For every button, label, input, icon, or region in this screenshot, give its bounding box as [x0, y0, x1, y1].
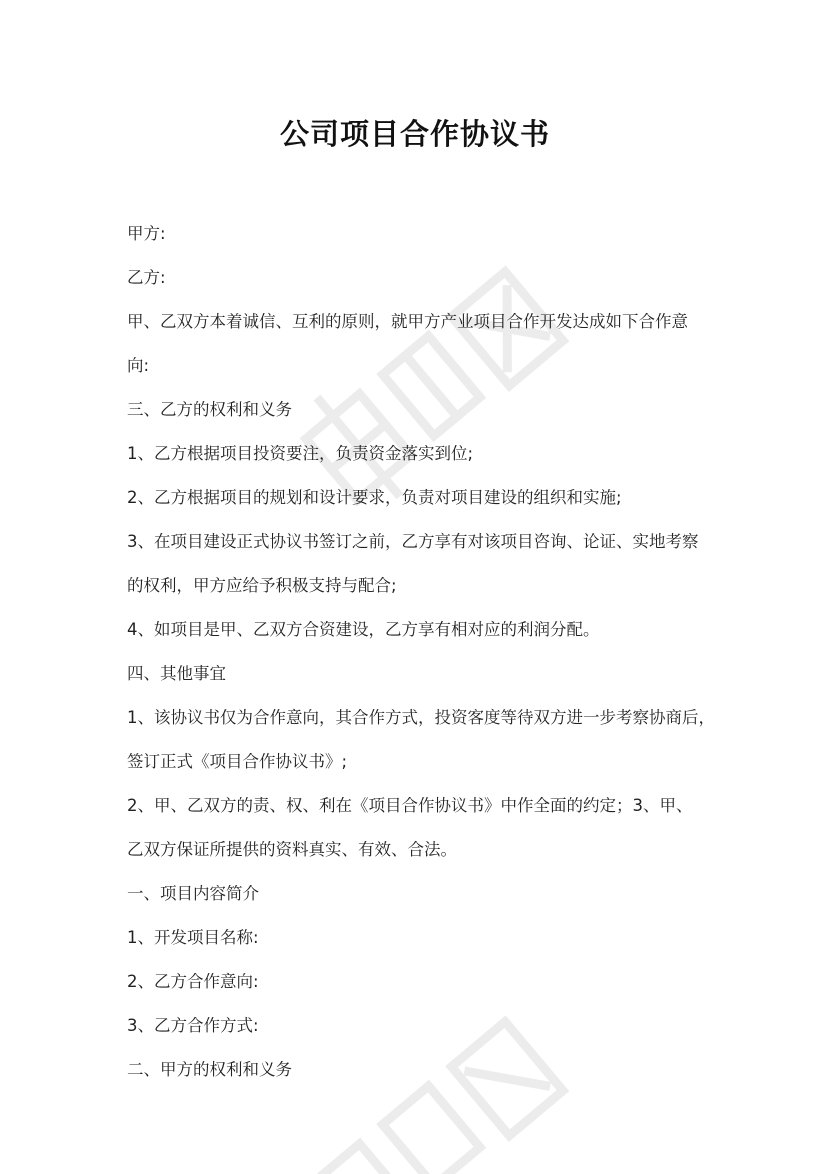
intro-paragraph-line-2: 向: [127, 356, 150, 375]
party-b-line: 乙方: [127, 268, 166, 287]
clause-line: 乙双方保证所提供的资料真实、有效、合法。 [127, 840, 457, 859]
clause-line: 4、如项目是甲、乙双方合资建设，乙方享有相对应的利润分配。 [127, 620, 600, 639]
party-a-line: 甲方: [127, 224, 166, 243]
clause-line: 2、乙方根据项目的规划和设计要求，负责对项目建设的组织和实施; [127, 488, 622, 507]
clause-line: 3、乙方合作方式: [127, 1016, 259, 1035]
clause-line: 1、该协议书仅为合作意向，其合作方式，投资客度等待双方进一步考察协商后， [127, 708, 715, 727]
section-heading-party-b-rights: 三、乙方的权利和义务 [127, 400, 292, 419]
clause-line: 2、乙方合作意向: [127, 972, 259, 991]
clause-line: 3、在项目建设正式协议书签订之前，乙方享有对该项目咨询、论证、实地考察 [127, 532, 699, 551]
clause-line: 的权利，甲方应给予积极支持与配合; [127, 576, 397, 595]
clause-line: 1、开发项目名称: [127, 928, 259, 947]
clause-line: 2、甲、乙双方的责、权、利在《项目合作协议书》中作全面的约定；3、甲、 [127, 796, 693, 815]
document-title: 公司项目合作协议书 [279, 117, 550, 151]
clause-line: 签订正式《项目合作协议书》; [127, 752, 348, 771]
intro-paragraph-line-1: 甲、乙双方本着诚信、互利的原则，就甲方产业项目合作开发达成如下合作意 [127, 312, 688, 331]
section-heading-party-a-rights: 二、甲方的权利和义务 [127, 1060, 292, 1079]
section-heading-project-intro: 一、项目内容简介 [127, 884, 259, 903]
clause-line: 1、乙方根据项目投资要注，负责资金落实到位; [127, 444, 474, 463]
section-heading-other-matters: 四、其他事宜 [127, 664, 226, 683]
